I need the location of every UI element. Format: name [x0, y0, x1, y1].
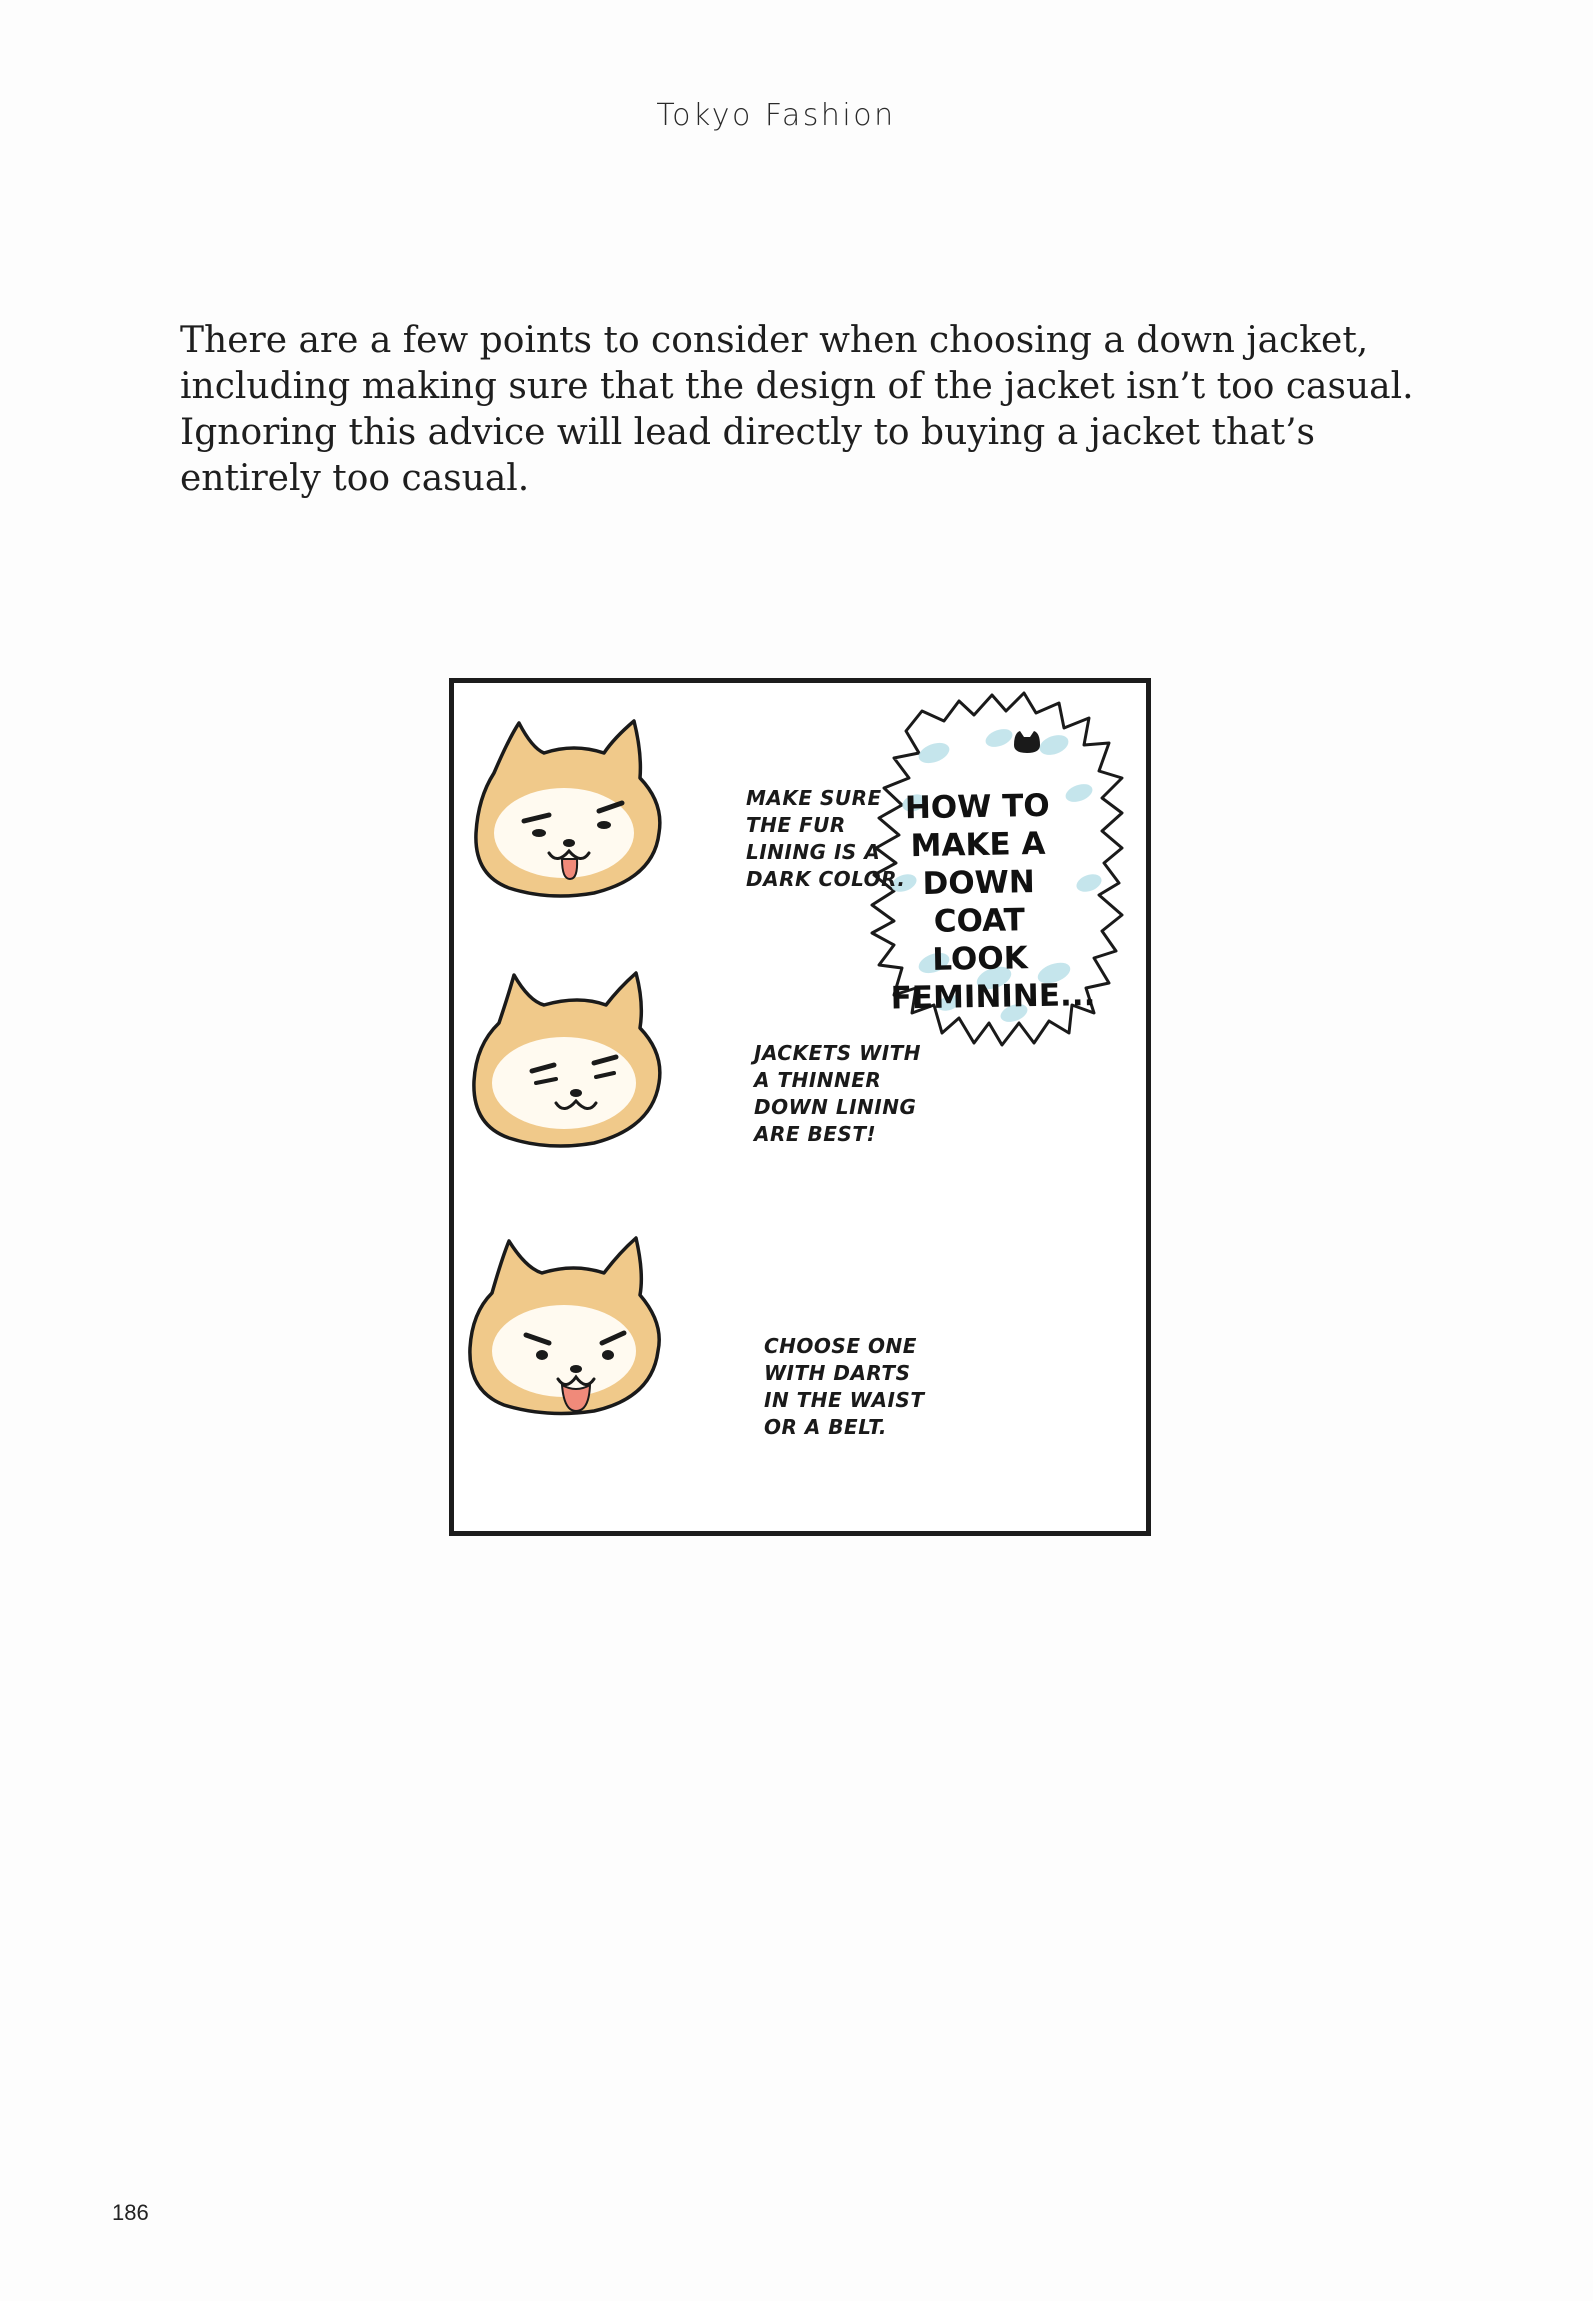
page-number: 186: [112, 2200, 149, 2225]
tip-caption-3: CHOOSE ONE WITH DARTS IN THE WAIST OR A BELT.: [764, 1334, 925, 1439]
tip-caption-2: JACKETS WITH A THINNER DOWN LINING ARE BEST!: [754, 1041, 922, 1146]
cat-face-1-icon: [476, 721, 660, 896]
burst-title: HOW TO MAKE A DOWN COAT LOOK FEMININE...: [890, 787, 1096, 1017]
body-paragraph: There are a few points to consider when choosing a down jacket, including making sure that the design of the jacket isn’t too casual. Ignoring this advice will lead directly to buying a jacket that’s entirely too casual.: [180, 320, 1414, 499]
cat-face-3-icon: [470, 1238, 659, 1413]
running-header: Tokyo Fashion: [656, 98, 896, 133]
comic-panel: [449, 678, 1151, 1536]
tip-caption-1: MAKE SURE THE FUR LINING IS A DARK COLOR.: [746, 786, 906, 891]
cat-face-2-icon: [474, 973, 660, 1146]
